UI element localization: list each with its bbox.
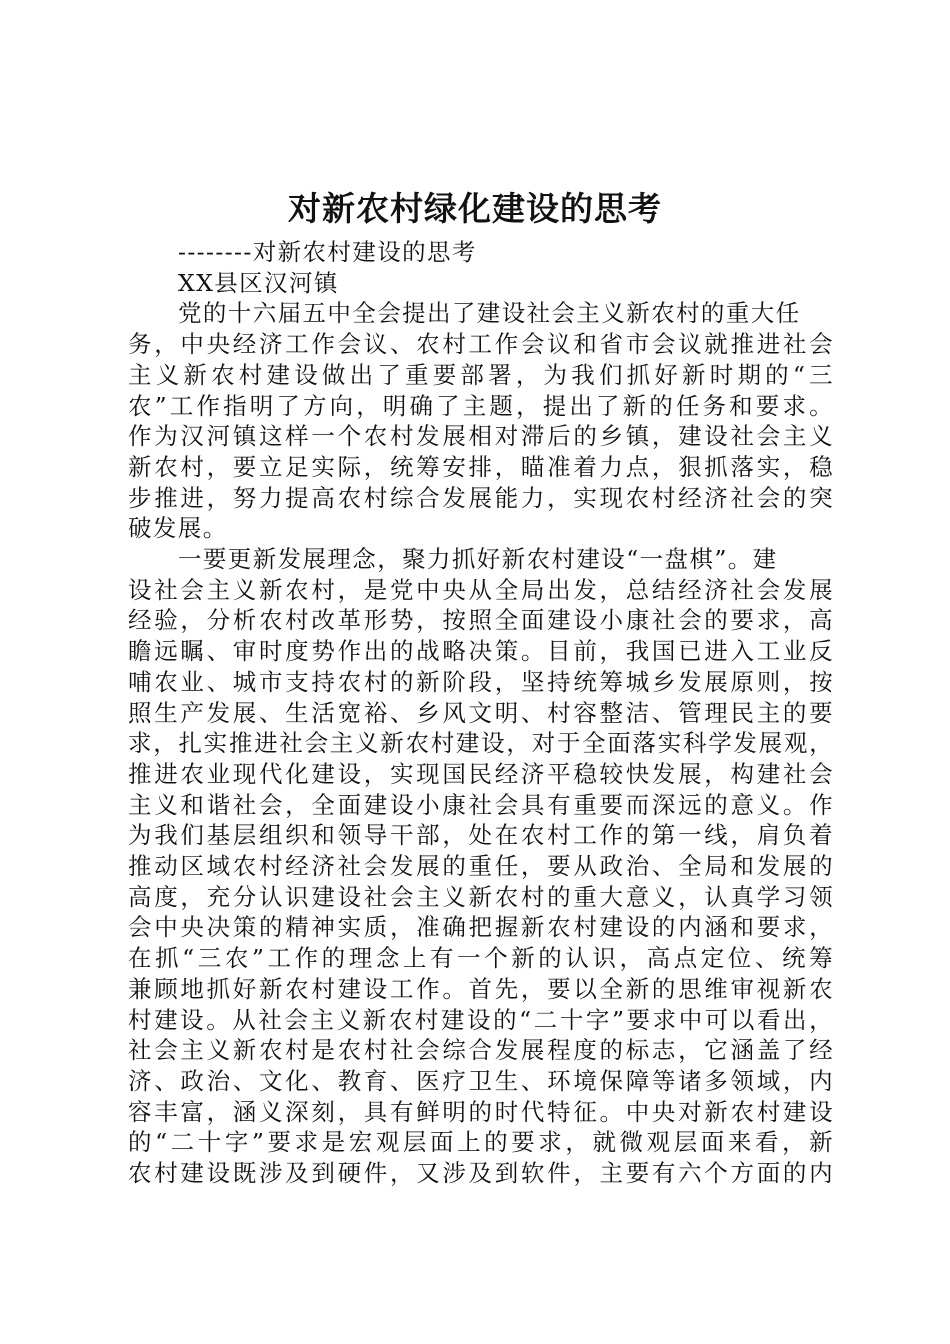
paragraph-line: 步推进，努力提高农村综合发展能力，实现农村经济社会的突 [128, 483, 834, 512]
paragraph-line: 在抓“三农”工作的理念上有一个新的认识，高点定位、统筹 [128, 944, 834, 973]
paragraph-line: 为我们基层组织和领导干部，处在农村工作的第一线，肩负着 [128, 821, 834, 850]
subtitle-line: --------对新农村建设的思考 [178, 238, 477, 266]
paragraph-line: 推进农业现代化建设，实现国民经济平稳较快发展，构建社会 [128, 759, 834, 788]
paragraph-line: 高度，充分认识建设社会主义新农村的重大意义，认真学习领 [128, 882, 834, 911]
author-line: XX县区汉河镇 [178, 268, 339, 297]
paragraph-1 [128, 298, 834, 544]
paragraph-line: 村建设。从社会主义新农村建设的“二十字”要求中可以看出， [128, 1005, 834, 1034]
paragraph-line: 容丰富，涵义深刻，具有鲜明的时代特征。中央对新农村建设 [128, 1097, 834, 1126]
paragraph-line: 社会主义新农村是农村社会综合发展程度的标志，它涵盖了经 [128, 1036, 834, 1065]
paragraph-line: 兼顾地抓好新农村建设工作。首先，要以全新的思维审视新农 [128, 974, 834, 1003]
paragraph-line: 务，中央经济工作会议、农村工作会议和省市会议就推进社会 [128, 330, 834, 359]
paragraph-line: 破发展。 [128, 514, 228, 543]
paragraph-line: 新农村，要立足实际，统筹安排，瞄准着力点，狠抓落实，稳 [128, 452, 834, 481]
paragraph-line: 设社会主义新农村，是党中央从全局出发，总结经济社会发展 [128, 575, 834, 604]
document-body [128, 237, 834, 1189]
paragraph-line: 主义和谐社会，全面建设小康社会具有重要而深远的意义。作 [128, 790, 834, 819]
document-title: 对新农村绿化建设的思考 [288, 189, 662, 228]
paragraph-line: 求，扎实推进社会主义新农村建设，对于全面落实科学发展观， [128, 729, 834, 758]
paragraph-line: 经验，分析农村改革形势，按照全面建设小康社会的要求，高 [128, 606, 834, 635]
paragraph-line: 瞻远瞩、审时度势作出的战略决策。目前，我国已进入工业反 [128, 637, 834, 666]
paragraph-line: 农村建设既涉及到硬件，又涉及到软件，主要有六个方面的内 [128, 1159, 834, 1188]
paragraph-line: 一要更新发展理念，聚力抓好新农村建设“一盘棋”。建 [178, 545, 778, 574]
paragraph-line: 济、政治、文化、教育、医疗卫生、环境保障等诸多领域，内 [128, 1066, 834, 1095]
paragraph-line: 哺农业、城市支持农村的新阶段，坚持统筹城乡发展原则，按 [128, 667, 834, 696]
paragraph-line: 作为汉河镇这样一个农村发展相对滞后的乡镇，建设社会主义 [128, 422, 834, 451]
paragraph-line: 的“二十字”要求是宏观层面上的要求，就微观层面来看，新 [128, 1128, 834, 1157]
paragraph-2 [128, 544, 834, 1189]
paragraph-line: 农”工作指明了方向，明确了主题，提出了新的任务和要求。 [128, 391, 834, 420]
paragraph-line: 党的十六届五中全会提出了建设社会主义新农村的重大任 [178, 299, 801, 328]
paragraph-line: 照生产发展、生活宽裕、乡风文明、村容整洁、管理民主的要 [128, 698, 834, 727]
paragraph-line: 推动区域农村经济社会发展的重任，要从政治、全局和发展的 [128, 852, 834, 881]
paragraph-line: 主义新农村建设做出了重要部署，为我们抓好新时期的“三 [128, 360, 834, 389]
paragraph-line: 会中央决策的精神实质，准确把握新农村建设的内涵和要求， [128, 913, 834, 942]
